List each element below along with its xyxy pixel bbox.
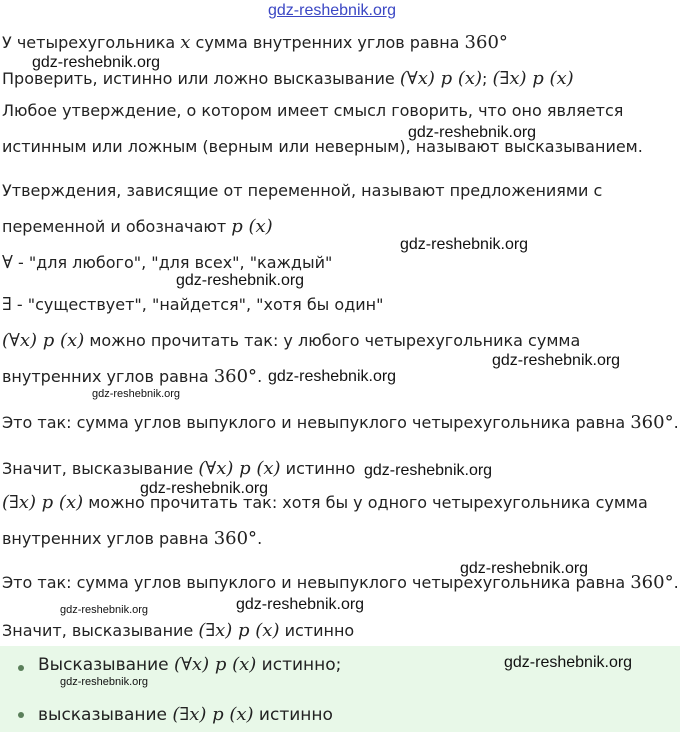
watermark: gdz-reshebnik.org	[460, 560, 589, 577]
watermark: gdz-reshebnik.org	[364, 462, 493, 479]
watermark: gdz-reshebnik.org	[176, 272, 305, 289]
watermark-small: gdz-reshebnik.org	[60, 676, 149, 688]
bullet-dot	[18, 665, 24, 671]
summary-box	[0, 646, 680, 732]
text-line-4: истинным или ложным (верным или неверным), называют высказыванием.	[2, 137, 643, 156]
summary-item-1: Высказывание (∀x) p (x) истинно;	[38, 654, 342, 675]
text-line-14: внутренних углов равна 360°.	[2, 528, 263, 549]
text-line-16: Значит, высказывание (∃x) p (x) истинно	[2, 620, 355, 641]
text-line-12: Значит, высказывание (∀x) p (x) истинно	[2, 458, 356, 479]
text-line-8: ∃ - "существует", "найдется", "хотя бы один"	[2, 294, 384, 315]
text-line-15: Это так: сумма углов выпуклого и невыпуклого четырехугольника равна 360°.	[2, 572, 679, 593]
watermark: gdz-reshebnik.org	[400, 236, 529, 253]
watermark: gdz-reshebnik.org	[32, 54, 161, 71]
text-line-7: ∀ - "для любого", "для всех", "каждый"	[2, 252, 333, 273]
text-line-10: внутренних углов равна 360°.	[2, 366, 263, 387]
watermark: gdz-reshebnik.org	[236, 596, 365, 613]
watermark: gdz-reshebnik.org	[504, 654, 633, 671]
watermark-small: gdz-reshebnik.org	[92, 388, 181, 400]
watermark: gdz-reshebnik.org	[408, 124, 537, 141]
watermark: gdz-reshebnik.org	[492, 352, 621, 369]
text-line-11: Это так: сумма углов выпуклого и невыпуклого четырехугольника равна 360°.	[2, 412, 679, 433]
summary-item-2: высказывание (∃x) p (x) истинно	[38, 704, 333, 725]
watermark: gdz-reshebnik.org	[140, 480, 269, 497]
text-line-6: переменной и обозначают p (x)	[2, 216, 273, 237]
watermark-top-link[interactable]: gdz-reshebnik.org	[268, 2, 397, 19]
watermark-small: gdz-reshebnik.org	[60, 604, 149, 616]
text-line-13: (∃x) p (x) можно прочитать так: хотя бы у одного четырехугольника сумма	[2, 492, 648, 513]
text-line-9: (∀x) p (x) можно прочитать так: у любого четырехугольника сумма	[2, 330, 581, 351]
text-line-5: Утверждения, зависящие от переменной, называют предложениями с	[2, 181, 603, 200]
watermark: gdz-reshebnik.org	[268, 368, 397, 385]
text-line-3: Любое утверждение, о котором имеет смысл говорить, что оно является	[2, 101, 624, 120]
text-line-2: Проверить, истинно или ложно высказывание (∀x) p (x); (∃x) p (x)	[2, 68, 574, 89]
text-line-1: У четырехугольника x сумма внутренних углов равна 360°	[2, 32, 508, 53]
bullet-dot	[18, 712, 24, 718]
